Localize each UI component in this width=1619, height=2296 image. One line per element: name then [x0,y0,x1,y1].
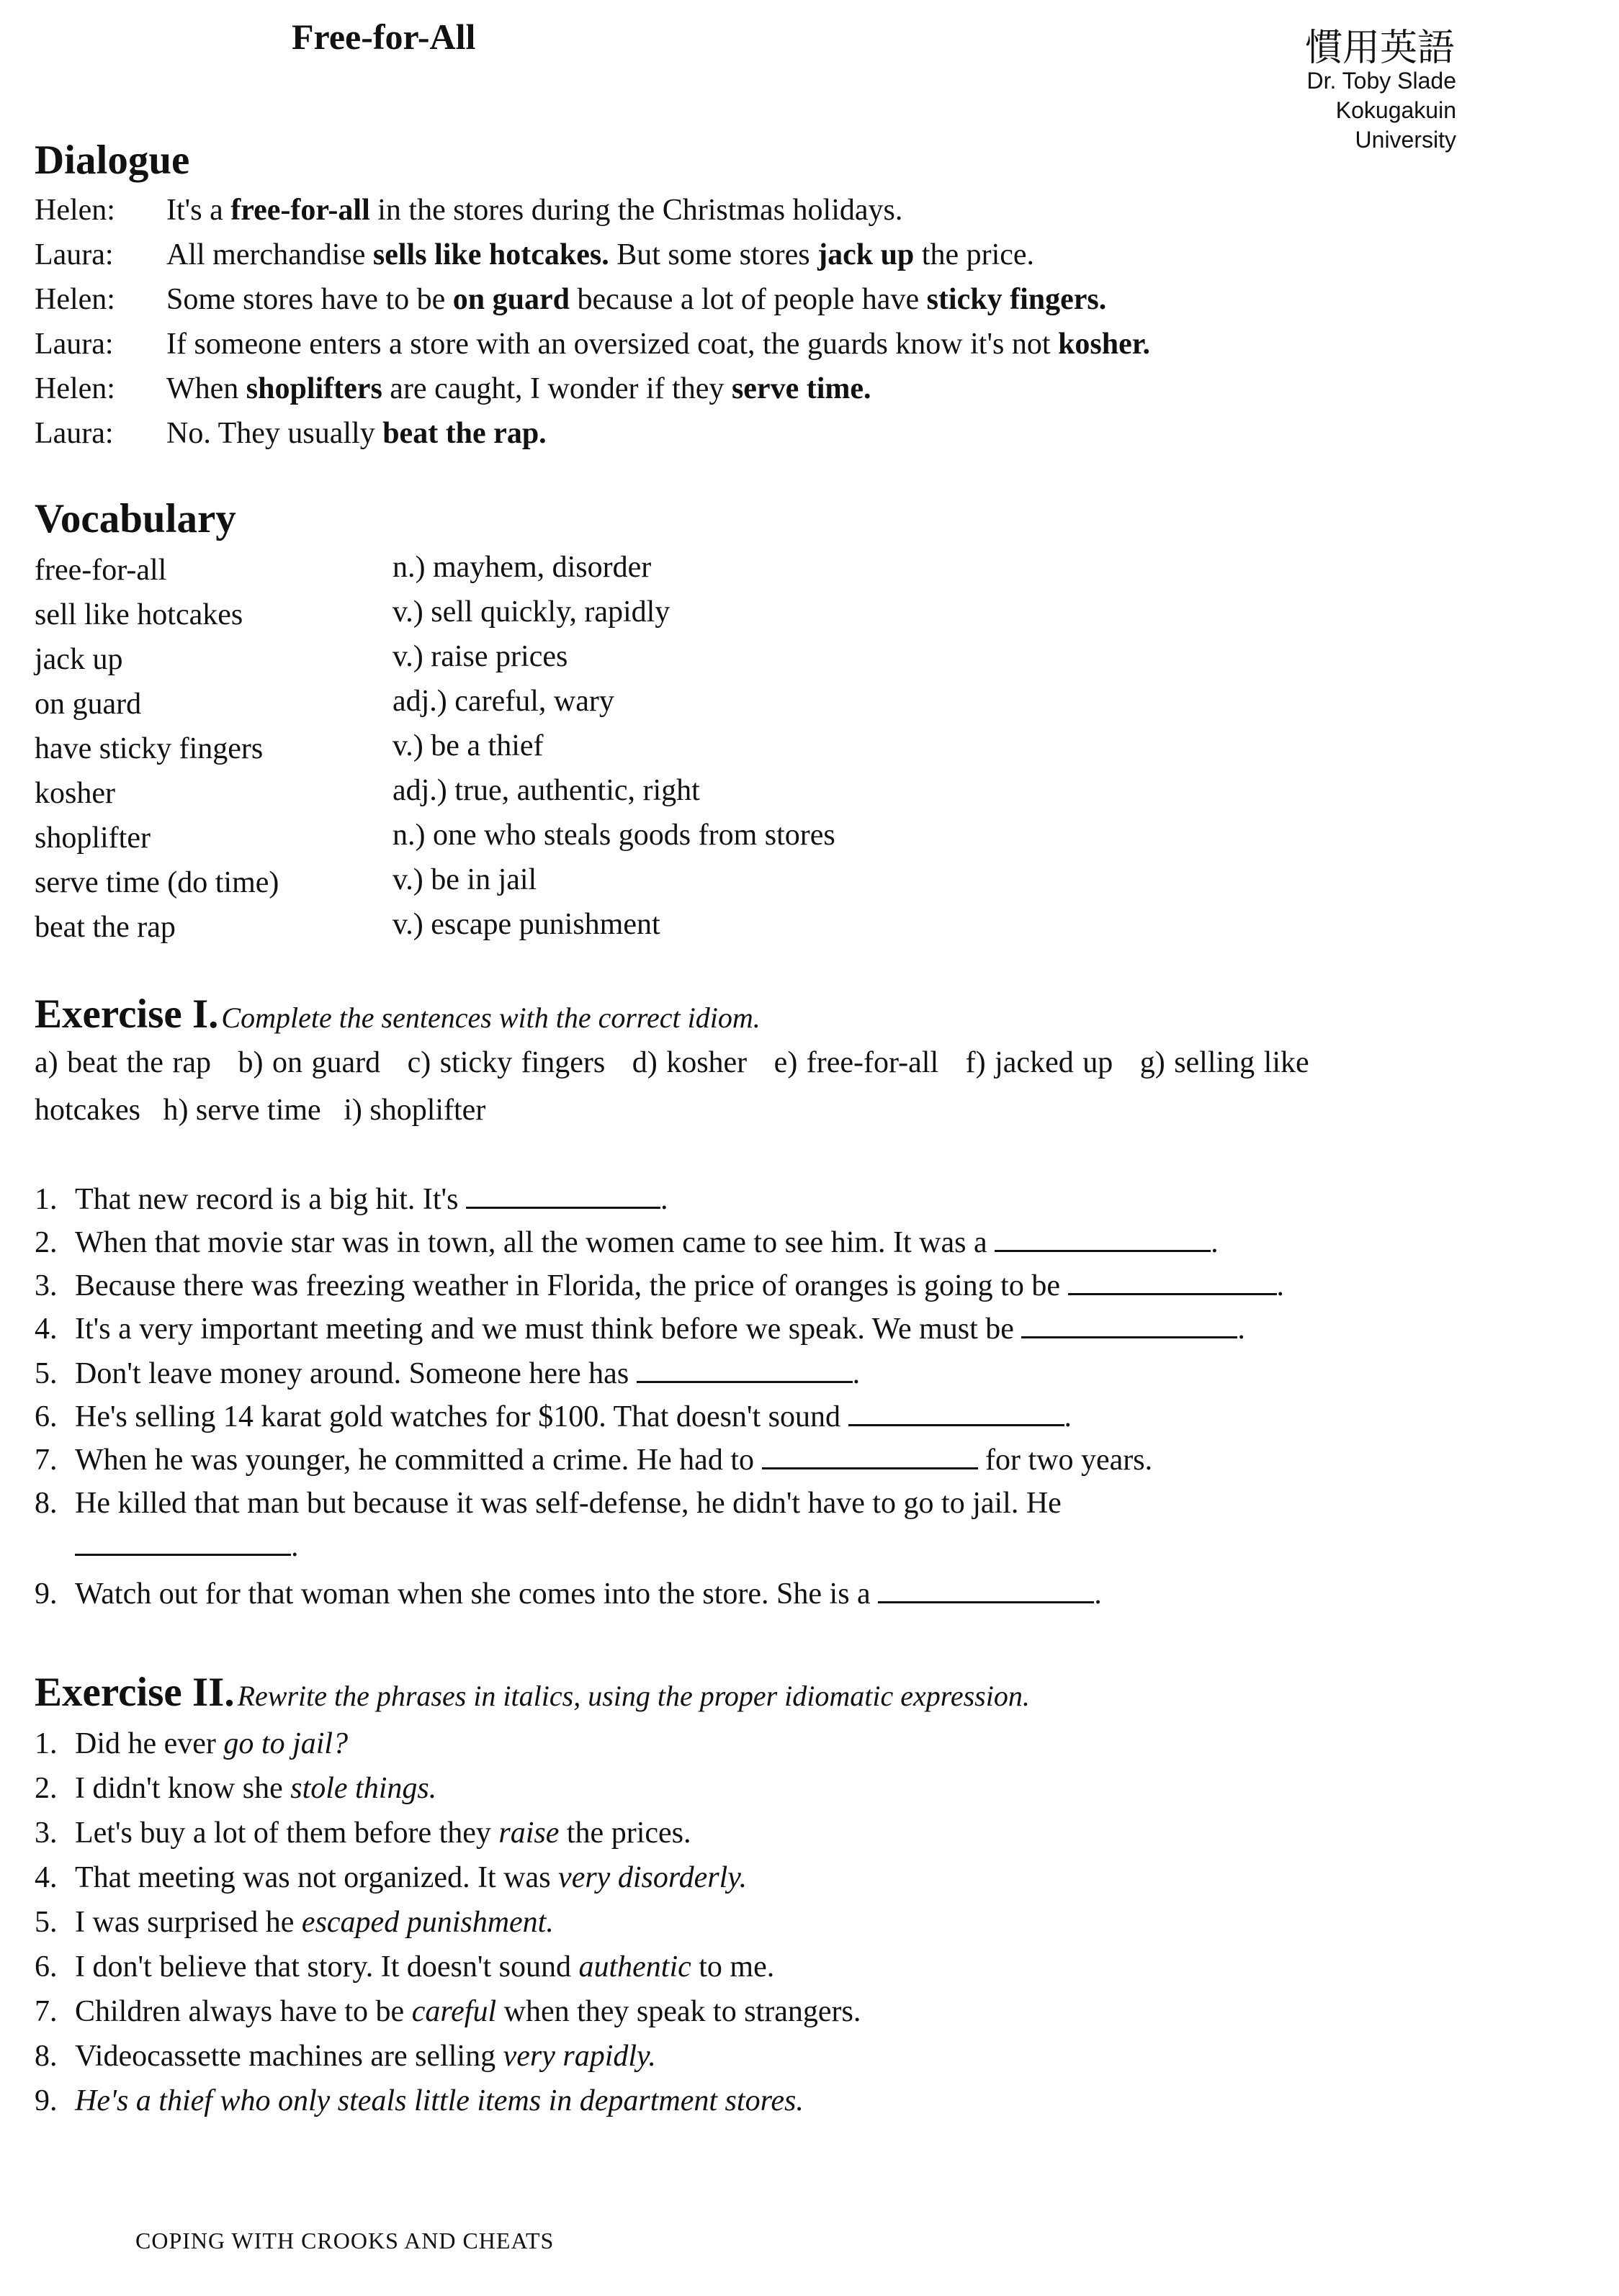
idiom-bold: kosher. [1058,328,1151,361]
line-text: are caught, I wonder if they [382,372,732,405]
exercise2-item [35,1726,348,1761]
exercise2-item [35,1771,436,1806]
item-text: Watch out for that woman when she comes into the store. She is a [75,1577,879,1611]
answer-blank[interactable] [637,1359,853,1383]
item-number: 3. [35,1269,58,1302]
line-text: All merchandise [166,238,373,271]
item-text-end: to me. [691,1950,775,1984]
dialogue-heading: Dialogue [35,138,190,183]
item-text-end: . [660,1183,668,1216]
dialogue-line [35,193,902,228]
item-number: 8. [35,2040,58,2073]
vocab-term: have sticky fingers [35,732,264,765]
item-text-end: . [1064,1400,1072,1433]
item-number: 9. [35,2084,58,2117]
exercise2-item [35,1905,554,1940]
exercise2-instruction: Rewrite the phrases in italics, using the proper idiomatic expression. [237,1680,1030,1712]
idiom-bold: sticky fingers. [926,283,1107,316]
answer-blank[interactable] [762,1446,978,1469]
dialogue-line [35,327,1150,361]
vocabulary-heading: Vocabulary [35,496,236,541]
vocab-definition: v.) be a thief [393,729,544,762]
author-block [1306,66,1456,155]
item-text: He killed that man but because it was self-defense, he didn't have to go to jail. He [75,1487,1062,1520]
line-text: But some stores [609,238,818,271]
vocab-definition: adj.) true, authentic, right [393,774,700,807]
answer-blank[interactable] [848,1403,1064,1426]
vocab-term: on guard [35,688,142,721]
exercise1-item [35,1269,1284,1303]
answer-blank[interactable] [466,1185,660,1209]
answer-blank[interactable] [878,1580,1094,1603]
item-text: Because there was freezing weather in Florida, the price of oranges is going to be [75,1269,1068,1302]
italic-phrase: authentic [578,1950,691,1984]
item-number: 3. [35,1816,58,1850]
exercise1-item [35,1225,1219,1260]
line-text: Some stores have to be [166,283,453,316]
idiom-bold: free-for-all [230,194,370,227]
item-number: 7. [35,1444,58,1477]
item-text-end: . [1094,1577,1102,1611]
exercise1-item [35,1443,1152,1477]
idiom-bold: sells like hotcakes. [372,238,609,271]
item-number: 1. [35,1727,58,1760]
item-number: 1. [35,1183,58,1216]
vocab-definition: v.) sell quickly, rapidly [393,595,671,629]
idiom-bold: beat the rap. [382,417,547,450]
italic-phrase: go to jail? [223,1727,349,1760]
speaker: Helen: [35,194,115,227]
japanese-title: 慣用英語 [1304,27,1455,69]
author-affiliation-2: University [1355,127,1456,153]
vocab-term: sell like hotcakes [35,598,243,631]
exercise2-item [35,1816,691,1850]
item-text: He's selling 14 karat gold watches for $100. That doesn't sound [75,1400,848,1433]
exercise1-instruction: Complete the sentences with the correct idiom. [221,1001,761,1034]
item-number: 5. [35,1906,58,1939]
italic-phrase: He's a thief who only steals little items in department stores. [75,2084,804,2117]
item-text: When he was younger, he committed a crime. He had to [75,1444,762,1477]
item-number: 2. [35,1772,58,1805]
vocab-definition: n.) one who steals goods from stores [393,819,835,852]
running-footer: COPING WITH CROOKS AND CHEATS [135,2228,555,2254]
item-text: That new record is a big hit. It's [75,1183,466,1216]
speaker: Laura: [35,417,114,450]
exercise1-item [35,1182,668,1217]
item-text: I was surprised he [75,1906,302,1939]
exercise2-header [35,1669,1030,1716]
line-text: the price. [914,238,1035,271]
vocab-definition: adj.) careful, wary [393,685,614,718]
vocab-term: jack up [35,643,123,676]
dialogue-line [35,282,1106,317]
item-text-end: the prices. [559,1816,691,1850]
item-number: 7. [35,1995,58,2028]
exercise2-item [35,2039,656,2074]
line-text: because a lot of people have [569,283,927,316]
speaker: Laura: [35,238,114,271]
vocab-definition: v.) be in jail [393,863,537,896]
item-number: 6. [35,1950,58,1984]
line-text: When [166,372,246,405]
exercise1-choices-line1: a) beat the rap b) on guard c) sticky fingers d) kosher e) free-for-all f) jacked up g) selling like [35,1046,1309,1079]
vocab-definition: v.) raise prices [393,640,568,673]
item-text-end: . [1276,1269,1284,1302]
speaker: Laura: [35,328,114,361]
exercise1-item [35,1356,860,1391]
line-text: No. They usually [166,417,383,450]
item-text: Videocassette machines are selling [75,2040,503,2073]
exercise1-item-continued [35,1529,299,1564]
exercise2-item [35,2084,804,2118]
item-text: I don't believe that story. It doesn't sound [75,1950,579,1984]
answer-blank[interactable] [75,1532,291,1556]
vocab-definition: n.) mayhem, disorder [393,551,652,584]
answer-blank[interactable] [1021,1315,1237,1338]
item-text-end: for two years. [977,1444,1153,1477]
speaker: Helen: [35,283,115,316]
author-affiliation-1: Kokugakuin [1335,97,1456,123]
item-text-end: . [291,1530,299,1563]
speaker: Helen: [35,372,115,405]
exercise2-item [35,1994,861,2029]
exercise2-heading: Exercise II. [35,1670,235,1715]
item-text: Don't leave money around. Someone here has [75,1357,637,1390]
vocab-term: beat the rap [35,911,176,944]
item-text: When that movie star was in town, all the women came to see him. It was a [75,1226,995,1259]
item-text: Children always have to be [75,1995,412,2028]
exercise1-item [35,1400,1072,1434]
idiom-bold: shoplifters [246,372,382,405]
item-text: I didn't know she [75,1772,291,1805]
exercise1-header [35,991,761,1037]
exercise1-item [35,1486,1062,1521]
item-number: 4. [35,1313,58,1346]
italic-phrase: escaped punishment. [301,1906,554,1939]
exercise2-item [35,1950,774,1984]
exercise2-item [35,1860,747,1895]
vocab-term: serve time (do time) [35,866,279,899]
item-text-end: when they speak to strangers. [496,1995,861,2028]
line-text: in the stores during the Christmas holidays. [369,194,903,227]
exercise1-heading: Exercise I. [35,991,219,1037]
item-text-end: . [852,1357,861,1390]
italic-phrase: very disorderly. [558,1861,748,1894]
answer-blank[interactable] [1068,1271,1277,1295]
dialogue-line [35,238,1034,272]
vocab-term: shoplifter [35,821,151,855]
exercise1-item [35,1577,1102,1611]
italic-phrase: careful [411,1995,497,2028]
item-text-end: . [1237,1313,1245,1346]
vocab-term: free-for-all [35,554,167,587]
vocab-term: kosher [35,777,115,810]
idiom-bold: serve time. [731,372,871,405]
item-number: 8. [35,1487,58,1520]
item-number: 4. [35,1861,58,1894]
item-text: It's a very important meeting and we must think before we speak. We must be [75,1313,1022,1346]
author-name: Dr. Toby Slade [1306,68,1456,94]
dialogue-line [35,416,547,451]
item-number: 9. [35,1577,58,1611]
page-title: Free-for-All [292,17,476,57]
item-number: 5. [35,1357,58,1390]
line-text: It's a [166,194,231,227]
italic-phrase: very rapidly. [503,2040,656,2073]
line-text: If someone enters a store with an oversized coat, the guards know it's not [166,328,1059,361]
item-number: 6. [35,1400,58,1433]
idiom-bold: jack up [817,238,915,271]
vocab-definition: v.) escape punishment [393,908,660,941]
italic-phrase: raise [498,1816,560,1850]
exercise1-item [35,1312,1245,1346]
item-text-end: . [1211,1226,1219,1259]
item-number: 2. [35,1226,58,1259]
dialogue-line [35,372,871,406]
answer-blank[interactable] [995,1228,1211,1252]
item-text: That meeting was not organized. It was [75,1861,559,1894]
italic-phrase: stole things. [290,1772,437,1805]
item-text: Let's buy a lot of them before they [75,1816,499,1850]
idiom-bold: on guard [452,283,570,316]
exercise1-choices-line2: hotcakes h) serve time i) shoplifter [35,1094,486,1127]
item-text: Did he ever [75,1727,224,1760]
